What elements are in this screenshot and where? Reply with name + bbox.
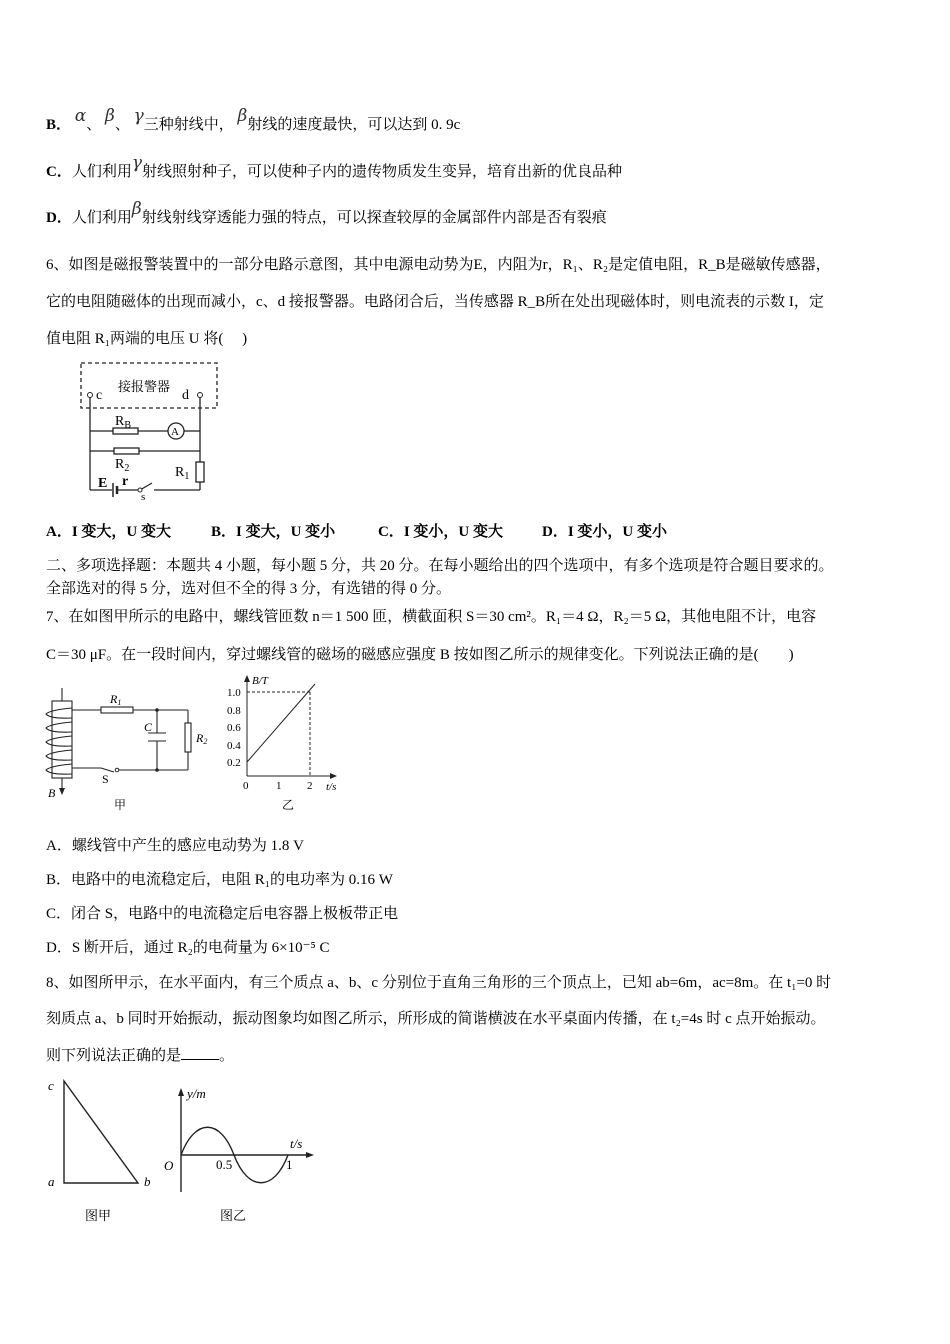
y-tick: 0.2 [227, 757, 241, 769]
vertex-a: a [48, 1174, 55, 1189]
q7-option-b: B．电路中的电流稳定后，电阻 R₁的电功率为 0.16 W [46, 872, 393, 888]
origin-label: O [164, 1158, 174, 1173]
capacitor-label: C [144, 720, 153, 734]
r1-label: $R_1$ [175, 465, 190, 482]
vertex-b: b [144, 1174, 151, 1189]
text: 射线射线穿透能力强的特点，可以探查较厚的金属部件内部是否有裂痕 [141, 210, 607, 226]
terminal-d: d [182, 388, 189, 403]
b-t-line [247, 684, 315, 762]
gamma-symbol: γ [133, 106, 144, 126]
q7-option-d: D．S 断开后，通过 R₂的电荷量为 6×10⁻⁵ C [46, 940, 330, 956]
text: 。 [219, 1048, 235, 1064]
q7-stem-line1: 7、在如图甲所示的电路中，螺线管匝数 n＝1 500 匝，横截面积 S＝30 cm²。R₁＝4 Ω，R₂＝5 Ω，其他电阻不计，电容 [46, 609, 817, 625]
y-axis-label: y/m [187, 1086, 206, 1101]
terminal-c: c [96, 388, 103, 403]
r2-label: $R_2$ [115, 457, 130, 474]
figure-caption: 图乙 [220, 1208, 247, 1223]
y-axis-label: B/T [252, 675, 268, 687]
y-tick: 0.4 [227, 740, 241, 752]
text: 三种射线中， [143, 117, 234, 133]
emf-label: E [98, 476, 108, 491]
text: 人们利用 [71, 164, 132, 180]
q6-options [46, 522, 668, 542]
answer-blank[interactable] [181, 1045, 219, 1060]
q7-option-c: C．闭合 S，电路中的电流稳定后电容器上极板带正电 [46, 906, 399, 922]
r2-resistor [114, 448, 139, 454]
text: 射线的速度最快，可以达到 0. 9c [247, 117, 461, 133]
figure-caption: 甲 [114, 798, 127, 812]
text: 人们利用 [71, 210, 132, 226]
beta-symbol: β [105, 106, 115, 126]
q6-option-d: D．I 变小，U 变小 [542, 524, 668, 540]
separator: 、 [114, 117, 130, 133]
x-tick: 2 [307, 780, 313, 792]
internal-resistance-label: r [122, 474, 129, 489]
switch-label: s [141, 491, 146, 503]
vertex-c: c [48, 1078, 54, 1093]
separator: 、 [86, 117, 102, 133]
beta-symbol: β [131, 199, 142, 219]
q6-stem-line3: 值电阻 R₁两端的电压 U 将( ) [46, 331, 248, 347]
option-label: C． [46, 164, 72, 180]
y-tick: 0.6 [227, 722, 241, 734]
ammeter-label: A [171, 426, 179, 438]
section2-heading-line2: 全部选对的得 5 分，选对但不全的得 3 分，有选错的得 0 分。 [46, 581, 452, 597]
x-tick: 0.5 [216, 1157, 233, 1172]
q7-graph-yi [247, 680, 332, 776]
text: 射线照射种子，可以使种子内的遗传物质发生变异，培育出新的优良品种 [142, 164, 623, 180]
r2-label: R2 [196, 731, 208, 746]
section2-heading-line1: 二、多项选择题：本题共 4 小题，每小题 5 分，共 20 分。在每小题给出的四个选项中，有多个选项是符合题目要求的。 [46, 558, 834, 574]
q6-stem-line2: 它的电阻随磁体的出现而减小，c、d 接报警器。电路闭合后，当传感器 R_B所在处出现磁体时，则电流表的示数 I，定 [46, 294, 824, 310]
q8-stem-line2: 刻质点 a、b 同时开始振动，振动图象均如图乙所示，所形成的简谐横波在水平桌面内传播，在 t₂=4s 时 c 点开始振动。 [46, 1011, 826, 1027]
figure-caption: 图甲 [85, 1208, 112, 1223]
q6-option-c: C．I 变小，U 变大 [378, 524, 504, 540]
q8-stem-line3 [46, 1045, 234, 1066]
option-label: B． [46, 117, 72, 133]
x-tick: 0 [243, 780, 249, 792]
x-tick: 1 [286, 1157, 293, 1172]
q8-triangle-jia [64, 1081, 138, 1183]
x-axis-label: t/s [290, 1136, 303, 1151]
x-axis-label: t/s [326, 781, 337, 793]
beta-symbol: β [237, 106, 248, 126]
alarm-label: 接报警器 [118, 379, 171, 394]
rb-label: $R_B$ [115, 414, 132, 431]
y-tick: 0.8 [227, 705, 241, 717]
q7-option-a: A．螺线管中产生的感应电动势为 1.8 V [46, 838, 304, 854]
option-label: D． [46, 210, 72, 226]
switch-label: S [102, 772, 109, 786]
q6-option-a: A．I 变大，U 变大 [46, 524, 172, 540]
gamma-symbol: γ [131, 153, 143, 173]
q7-stem-line2: C＝30 μF。在一段时间内，穿过螺线管的磁场的磁感应强度 B 按如图乙所示的规律变化。下列说法正确的是( ) [46, 647, 794, 663]
q8-stem-line1: 8、如图所甲示，在水平面内，有三个质点 a、b、c 分别位于直角三角形的三个顶点上，已知 ab=6m，ac=8m。在 t₁=0 时 [46, 975, 832, 991]
r1-resistor [196, 462, 204, 482]
q6-stem-line1: 6、如图是磁报警装置中的一部分电路示意图，其中电源电动势为E，内阻为r，R₁、R₂是定值电阻，R_B是磁敏传感器， [46, 257, 831, 273]
x-tick: 1 [276, 780, 282, 792]
r1-label: R1 [110, 692, 122, 707]
field-label: B [48, 786, 56, 800]
figure-caption: 乙 [282, 798, 295, 812]
q6-option-b: B．I 变大，U 变小 [211, 524, 336, 540]
text: 则下列说法正确的是 [46, 1048, 182, 1064]
alpha-symbol: α [74, 106, 87, 126]
y-tick: 1.0 [227, 687, 241, 699]
